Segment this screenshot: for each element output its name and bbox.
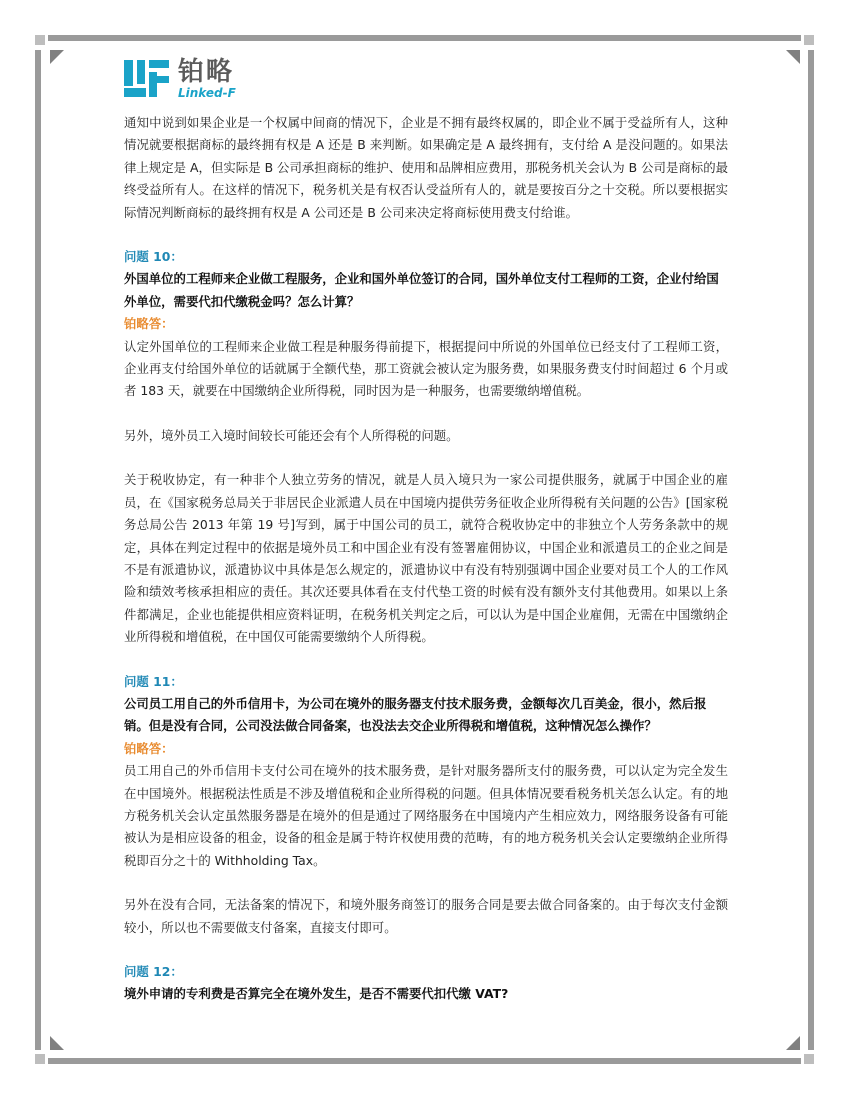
- question-11-label: 问题 11：: [124, 673, 183, 689]
- frame-top-bar: [48, 35, 801, 41]
- document-body: [124, 112, 728, 1006]
- frame-bottom-bar: [48, 1058, 801, 1064]
- company-logo: [124, 58, 236, 102]
- answer-10-paragraph-3: 关于税收协定，有一种非个人独立劳务的情况，就是人员入境只为一家公司提供服务，就属于中国企业的雇员，在《国家税务总局关于非居民企业派遣人员在中国境内提供劳务征收企业所得税有关问题的公告》[国家税务总局公告 2013 年第 19 号]写到，属于中国公司的员工，就符合税收协定中的非独立个人劳务条款中的规定，具体在判定过程中的依据是境外员工和中国企业有没有签署雇佣协议，中国企业和派遣员工的企业之间是不是有派遣协议，派遣协议中具体是怎么规定的，派遣协议中有没有特别强调中国企业要对员工个人的工作风险和绩效考核承担相应的责任。其次还要具体看在支付代垫工资的时候有没有额外支付其他费用。如果以上条件都满足，企业也能提供相应资料证明，在税务机关判定之后，可以认为是中国企业雇佣，无需在中国缴纳企业所得税和增值税，在中国仅可能需要缴纳个人所得税。: [124, 472, 728, 645]
- frame-corner-triangle: [50, 1036, 64, 1050]
- logo-name-cn: 铂略: [178, 57, 235, 87]
- question-10-label: 问题 10：: [124, 249, 183, 265]
- frame-corner-square: [35, 35, 45, 45]
- logo-mark-icon: [124, 58, 172, 102]
- frame-corner-triangle: [786, 1036, 800, 1050]
- question-11-text: 公司员工用自己的外币信用卡，为公司在境外的服务器支付技术服务费，金额每次几百美金，很小，然后报销。但是没有合同，公司没法做合同备案，也没法去交企业所得税和增值税，这种情况怎么操作？: [124, 695, 707, 734]
- answer-10-paragraph-2: 另外，境外员工入境时间较长可能还会有个人所得税的问题。: [124, 427, 459, 443]
- frame-corner-triangle: [786, 50, 800, 64]
- frame-corner-square: [35, 1054, 45, 1064]
- frame-corner-triangle: [50, 50, 64, 64]
- logo-name-en: Linked-F: [178, 86, 236, 100]
- answer-11-label: 铂略答：: [124, 740, 174, 756]
- question-10-text: 外国单位的工程师来企业做工程服务，企业和国外单位签订的合同，国外单位支付工程师的工资，企业付给国外单位，需要代扣代缴税金吗？怎么计算？: [124, 271, 719, 309]
- frame-corner-square: [804, 1054, 814, 1064]
- frame-corner-square: [804, 35, 814, 45]
- intro-paragraph: 通知中说到如果企业是一个权属中间商的情况下，企业是不拥有最终权属的，即企业不属于受益所有人，这种情况就要根据商标的最终拥有权是 A 还是 B 来判断。如果确定是 A 最终拥有，支付给 A 是没问题的。如果法律上规定是 A，但实际是 B 公司承担商标的维护、使用和品牌相应费用，那税务机关会认为 B 公司是商标的最终受益所有人。在这样的情况下，税务机关是有权否认受益所有人的，就是要按百分之十交税。所以要根据实际情况判断商标的最终拥有权是 A 公司还是 B 公司来决定将商标使用费支付给谁。: [124, 115, 728, 220]
- answer-11-paragraph-1: 员工用自己的外币信用卡支付公司在境外的技术服务费，是针对服务器所支付的服务费，可以认定为完全发生在中国境外。根据税法性质是不涉及增值税和企业所得税的问题。但具体情况要看税务机关怎么认定。有的地方税务机关会认定虽然服务器是在境外的但是通过了网络服务在中国境内产生相应效力，网络服务设备有可能被认为是相应设备的租金，设备的租金是属于特许权使用费的范畴，有的地方税务机关会认定要缴纳企业所得税即百分之十的 Withholding Tax。: [124, 763, 728, 868]
- question-12-text: 境外申请的专利费是否算完全在境外发生，是否不需要代扣代缴 VAT?: [124, 986, 509, 1002]
- answer-10-label: 铂略答：: [124, 316, 174, 332]
- answer-11-paragraph-2: 另外在没有合同，无法备案的情况下，和境外服务商签订的服务合同是要去做合同备案的。由于每次支付金额较小，所以也不需要做支付备案，直接支付即可。: [124, 897, 728, 935]
- frame-right-bar: [808, 50, 814, 1050]
- question-12-label: 问题 12：: [124, 964, 183, 979]
- frame-left-bar: [35, 50, 41, 1050]
- answer-10-paragraph-1: 认定外国单位的工程师来企业做工程是种服务得前提下，根据提问中所说的外国单位已经支付了工程师工资，企业再支付给国外单位的话就属于全额代垫，那工资就会被认定为服务费，如果服务费支付时间超过 6 个月或者 183 天，就要在中国缴纳企业所得税，同时因为是一种服务，也需要缴纳增值税。: [124, 338, 728, 399]
